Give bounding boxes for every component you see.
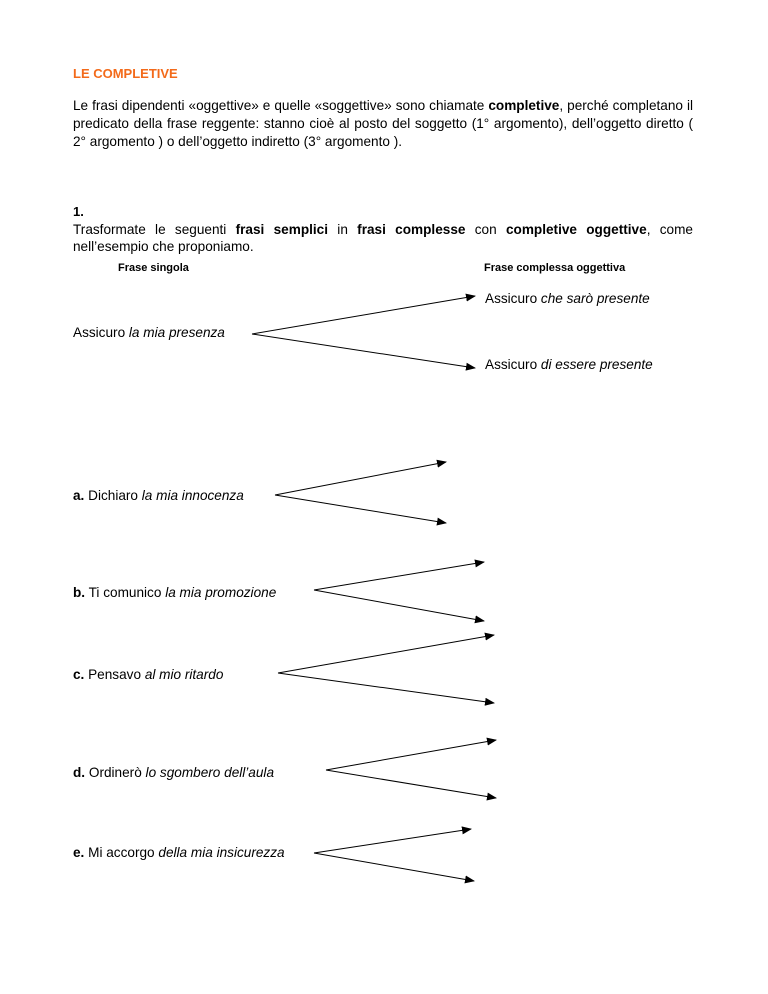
item-b-arrow-down	[314, 590, 484, 621]
item-c-arrow-down	[278, 673, 494, 703]
example-source: Assicuro la mia presenza	[73, 325, 225, 340]
intro-paragraph: Le frasi dipendenti «oggettive» e quelle «soggettive» sono chiamate completive, perché completano il predicato della frase reggente: stanno cioè al posto del soggetto (1° argomento), dell’oggetto diretto ( 2° argomento ) o dell’oggetto indiretto (3° argomento ).	[73, 98, 693, 149]
item-a-arrow-down	[275, 495, 446, 523]
item-c-arrow-up	[278, 635, 494, 673]
item-d-arrow-up	[326, 740, 496, 770]
keyword-completive: completive	[488, 98, 560, 113]
item-e-arrow-down	[314, 853, 474, 881]
item-b-arrow-up	[314, 562, 484, 590]
item-b: b. Ti comunico la mia promozione	[73, 585, 277, 600]
exercise-instructions: Trasformate le seguenti frasi semplici in frasi complesse con completive oggettive, come nell’esempio che proponiamo.	[73, 222, 693, 254]
exercise-number: 1.	[73, 204, 84, 219]
example-output-2: Assicuro di essere presente	[485, 357, 653, 372]
item-a-arrow-up	[275, 462, 446, 495]
item-c: c. Pensavo al mio ritardo	[73, 667, 224, 682]
example-arrow-up	[252, 296, 475, 334]
item-a: a. Dichiaro la mia innocenza	[73, 488, 244, 503]
item-e-arrow-up	[314, 829, 471, 853]
item-d-arrow-down	[326, 770, 496, 798]
column-header-right: Frase complessa oggettiva	[484, 262, 626, 274]
column-header-left: Frase singola	[118, 262, 189, 274]
example-arrow-down	[252, 334, 475, 368]
item-d: d. Ordinerò lo sgombero dell’aula	[73, 765, 275, 780]
page-title: LE COMPLETIVE	[73, 66, 178, 81]
item-e: e. Mi accorgo della mia insicurezza	[73, 845, 285, 860]
example-output-1: Assicuro che sarò presente	[485, 291, 650, 306]
